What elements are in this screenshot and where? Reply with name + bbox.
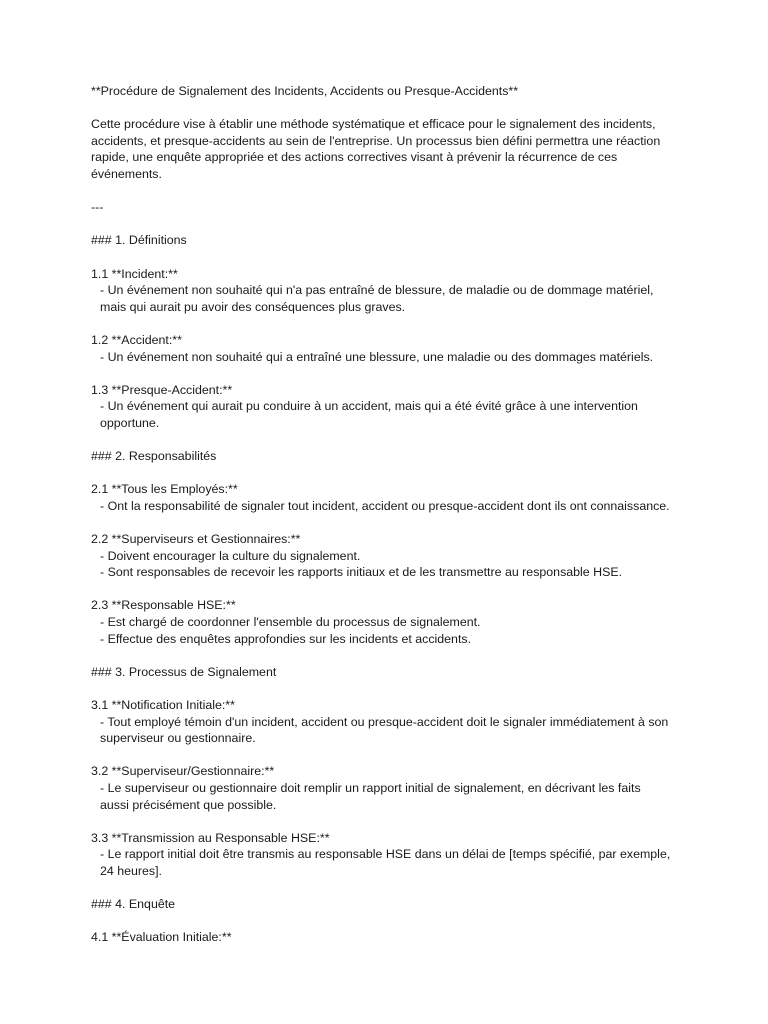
- item-line: - Est chargé de coordonner l'ensemble du processus de signalement.: [100, 615, 481, 629]
- item-line: - Sont responsables de recevoir les rapports initiaux et de les transmettre au responsable HSE.: [100, 565, 623, 580]
- item-line: - Ont la responsabilité de signaler tout incident, accident ou presque-accident dont ils ont connaissance.: [100, 498, 670, 513]
- separator: ---: [91, 200, 104, 215]
- item-line: - Un événement non souhaité qui n'a pas entraîné de blessure, de maladie ou de dommage matériel, mais qui aurait pu avoir des conséquences plus graves.: [100, 283, 657, 314]
- item-line: - Un événement non souhaité qui a entraîné une blessure, une maladie ou des dommages matériels.: [100, 349, 654, 364]
- item-label: 3.2 **Superviseur/Gestionnaire:**: [91, 764, 275, 779]
- item-label: 3.3 **Transmission au Responsable HSE:**: [91, 830, 330, 845]
- item-label: 2.2 **Superviseurs et Gestionnaires:**: [91, 532, 301, 547]
- item-label: 2.1 **Tous les Employés:**: [91, 482, 238, 497]
- item-line: - Effectue des enquêtes approfondies sur les incidents et accidents.: [100, 631, 472, 646]
- document-body: [91, 83, 674, 946]
- item-label: 1.3 **Presque-Accident:**: [91, 382, 233, 397]
- section-heading: ### 4. Enquête: [91, 897, 176, 912]
- item-label: 4.1 **Évaluation Initiale:**: [91, 930, 232, 945]
- item-label: 3.1 **Notification Initiale:**: [91, 697, 235, 712]
- section-heading: ### 3. Processus de Signalement: [91, 664, 277, 679]
- item-label: 1.2 **Accident:**: [91, 332, 182, 347]
- section-heading: ### 2. Responsabilités: [91, 449, 217, 464]
- item-line: - Le superviseur ou gestionnaire doit remplir un rapport initial de signalement, en décrivant les faits aussi précisément que possible.: [100, 780, 645, 812]
- section-heading: ### 1. Définitions: [91, 233, 187, 248]
- item-line: - Un événement qui aurait pu conduire à un accident, mais qui a été évité grâce à une intervention opportune.: [100, 399, 642, 430]
- item-line: - Doivent encourager la culture du signalement.: [100, 548, 361, 563]
- item-label: 1.1 **Incident:**: [91, 266, 178, 281]
- intro-paragraph: Cette procédure vise à établir une méthode systématique et efficace pour le signalement des incidents, accidents, et presque-accidents au sein de l'entreprise. Un processus bien défini permettra une réaction rapide, une enquête appropriée et des actions correctives visant à prévenir la récurrence de ces événements.: [91, 117, 664, 181]
- document-title: **Procédure de Signalement des Incidents, Accidents ou Presque-Accidents**: [91, 84, 519, 98]
- item-line: - Tout employé témoin d'un incident, accident ou presque-accident doit le signaler immédiatement à son superviseur ou gestionnaire.: [100, 714, 672, 746]
- item-line: - Le rapport initial doit être transmis au responsable HSE dans un délai de [temps spécifié, par exemple, 24 heures].: [100, 847, 674, 878]
- item-label: 2.3 **Responsable HSE:**: [91, 598, 236, 613]
